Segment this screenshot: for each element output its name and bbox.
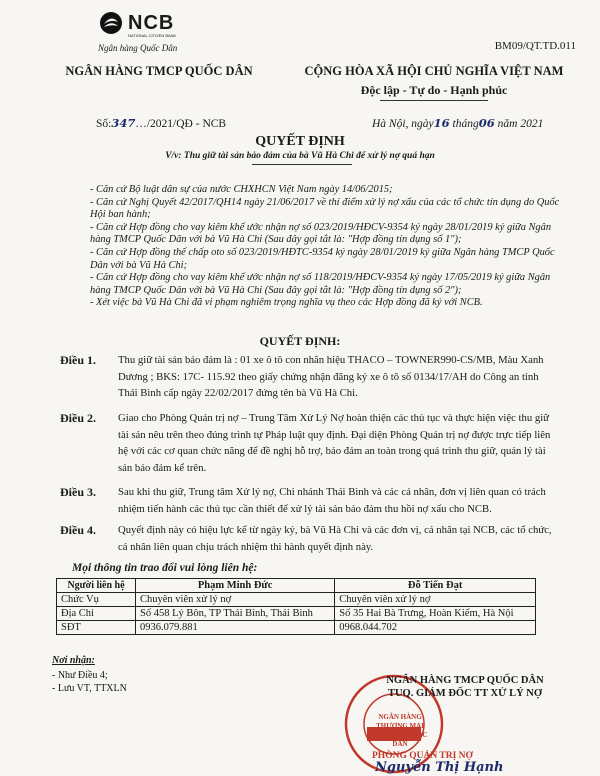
- logo-subtext: NATIONAL CITIZEN BANK: [128, 33, 177, 38]
- contact-header-label: Người liên hệ: [57, 579, 136, 593]
- signature-org: NGÂN HÀNG TMCP QUỐC DÂN: [386, 675, 544, 686]
- article-text: Thu giữ tài sản bảo đảm là : 01 xe ô tô con nhãn hiệu THACO – TOWNER990-CS/MB, Màu Xanh Dương ; BKS: 17C- 115.92 theo giấy chứng nhận đăng ký xe ô tô số 0134/17/AH do Công an tỉnh Thái Bình cấp ngày 22/02/2017 đứng tên bà Vũ Hà Chi.: [118, 354, 544, 399]
- table-cell: Số 35 Hai Bà Trưng, Hoàn Kiếm, Hà Nội: [335, 607, 536, 621]
- logo-slogan: Ngân hàng Quốc Dân: [98, 43, 178, 53]
- table-cell: Số 458 Lý Bôn, TP Thái Bình, Thái Bình: [136, 607, 335, 621]
- motto-underline: [380, 100, 488, 101]
- row-label: Địa Chỉ: [57, 607, 136, 621]
- table-cell: Chuyên viên xử lý nợ: [335, 593, 536, 607]
- signature-dept: PHÒNG QUẢN TRỊ NỢ: [372, 751, 473, 761]
- article-label: Điều 4.: [60, 523, 96, 537]
- document-title: QUYẾT ĐỊNH: [255, 134, 345, 149]
- article-label: Điều 2.: [60, 411, 96, 425]
- signer-name: Nguyễn Thị Hạnh: [375, 760, 504, 775]
- number-suffix: …/2021/QĐ - NCB: [135, 118, 227, 130]
- recipients-list: [52, 669, 127, 695]
- table-row: [57, 593, 536, 607]
- article-label: Điều 3.: [60, 485, 96, 499]
- date-year: năm 2021: [497, 118, 544, 130]
- contact-person-1: Phạm Minh Đức: [136, 579, 335, 593]
- article-4: [60, 522, 560, 555]
- article-2: [60, 410, 560, 476]
- date-month: 06: [478, 116, 495, 130]
- number-handwritten: 347: [111, 116, 136, 130]
- row-label: Chức Vụ: [57, 593, 136, 607]
- motto: Độc lập - Tự do - Hạnh phúc: [360, 83, 508, 97]
- subject-underline: [252, 164, 352, 165]
- nation-title: CỘNG HÒA XÃ HỘI CHỦ NGHĨA VIỆT NAM: [304, 64, 564, 78]
- recipient-item: - Như Điều 4;: [52, 670, 108, 681]
- basis-item: - Căn cứ Hợp đồng cho vay kiêm khế ước nhận nợ số 118/2019/HĐCV-9354 ký ngày 17/05/2019 ký giữa Ngân hàng TMCP Quốc Dân với bà Vũ Hà Chi (Sau đây gọi tắt là: "Hợp đồng tín dụng số 2");: [90, 272, 551, 296]
- ncb-logo-icon: [98, 10, 124, 36]
- table-cell: 0936.079.881: [136, 621, 335, 635]
- article-1: [60, 352, 560, 402]
- basis-item: - Căn cứ Nghị Quyết 42/2017/QH14 ngày 21/06/2017 về thí điểm xử lý nợ xấu của các tổ chức tín dụng do Quốc Hội ban hành;: [90, 196, 560, 221]
- bank-name: NGÂN HÀNG TMCP QUỐC DÂN: [65, 64, 253, 78]
- basis-item: - Căn cứ Bộ luật dân sự của nước CHXHCN Việt Nam ngày 14/06/2015;: [90, 184, 393, 195]
- table-row: [57, 607, 536, 621]
- article-text: Quyết định này có hiệu lực kể từ ngày ký, bà Vũ Hà Chi và các đơn vị, cá nhân tại NCB, các tổ chức, cá nhân liên quan chịu trách nhiệm thi hành quyết định này.: [118, 524, 552, 553]
- date-day: 16: [433, 116, 450, 130]
- article-3: [60, 484, 560, 517]
- decision-heading: QUYẾT ĐỊNH:: [259, 334, 341, 348]
- logo-text: NCB: [128, 12, 175, 34]
- decision-number: [96, 116, 226, 130]
- legal-basis: [90, 184, 562, 310]
- article-label: Điều 1.: [60, 353, 96, 367]
- basis-item: - Căn cứ Hợp đồng thế chấp oto số 023/2019/HĐTC-9354 ký ngày 28/01/2019 ký giữa Ngân hàng TMCP Quốc Dân với bà Vũ Hà Chi;: [90, 246, 555, 271]
- article-text: Sau khi thu giữ, Trung tâm Xử lý nợ, Chi nhánh Thái Bình và các cá nhân, đơn vị liên quan có trách nhiệm tiến hành các thủ tục cần thiết để xử lý tài sản bảo đảm thu hồi nợ xấu cho NCB.: [118, 486, 546, 515]
- contact-title: Mọi thông tin trao đổi vui lòng liên hệ:: [72, 562, 258, 574]
- table-row: [57, 621, 536, 635]
- recipient-item: - Lưu VT, TTXLN: [52, 683, 127, 694]
- row-label: SĐT: [57, 621, 136, 635]
- basis-item: - Xét việc bà Vũ Hà Chi đã vi phạm nghiêm trọng nghĩa vụ theo các Hợp đồng đã ký với NCB.: [90, 297, 483, 309]
- article-text: Giao cho Phòng Quản trị nợ – Trung Tâm Xử Lý Nợ hoàn thiện các thủ tục và thực hiện việc thu giữ tài sản nêu trên theo đúng trình tự Pháp luật quy định. Đại diện Phòng Quản trị nợ được trực tiếp liên hệ với các cơ quan chức năng để đề nghị hỗ trợ, bảo đảm an toàn trong quá trình thu giữ, quản lý tài sản bảo đảm kể trên.: [118, 412, 551, 474]
- basis-item: - Căn cứ Hợp đồng cho vay kiêm khế ước nhận nợ số 023/2019/HĐCV-9354 ký ngày 28/01/2019 ký giữa Ngân hàng TMCP Quốc Dân với bà Vũ Hà Chi (Sau đây gọi tắt là: "Hợp đồng tín dụng số 1");: [90, 221, 552, 246]
- signature-role: TUQ. GIÁM ĐỐC TT XỬ LÝ NỢ: [387, 688, 543, 699]
- stamp-text: NGÂN HÀNG THƯƠNG MẠI CỔ PHẦN QUỐC DÂN: [372, 713, 428, 748]
- recipients-title: Nơi nhận:: [52, 655, 95, 666]
- contact-person-2: Đỗ Tiến Đạt: [335, 579, 536, 593]
- document-subject: V/v: Thu giữ tài sản bảo đảm của bà Vũ Hà Chi để xử lý nợ quá hạn: [165, 151, 435, 161]
- date-prefix: Hà Nội, ngày: [372, 118, 434, 130]
- date-month-label: tháng: [452, 118, 479, 130]
- contact-table: [56, 578, 536, 635]
- ncb-logo: [98, 10, 238, 60]
- form-code: BM09/QT.TD.011: [494, 40, 576, 52]
- table-cell: 0968.044.702: [335, 621, 536, 635]
- decision-date: [372, 116, 543, 130]
- table-row: [57, 579, 536, 593]
- table-cell: Chuyên viên xử lý nợ: [136, 593, 335, 607]
- signature-block: [350, 674, 580, 700]
- number-prefix: Số:: [96, 118, 112, 130]
